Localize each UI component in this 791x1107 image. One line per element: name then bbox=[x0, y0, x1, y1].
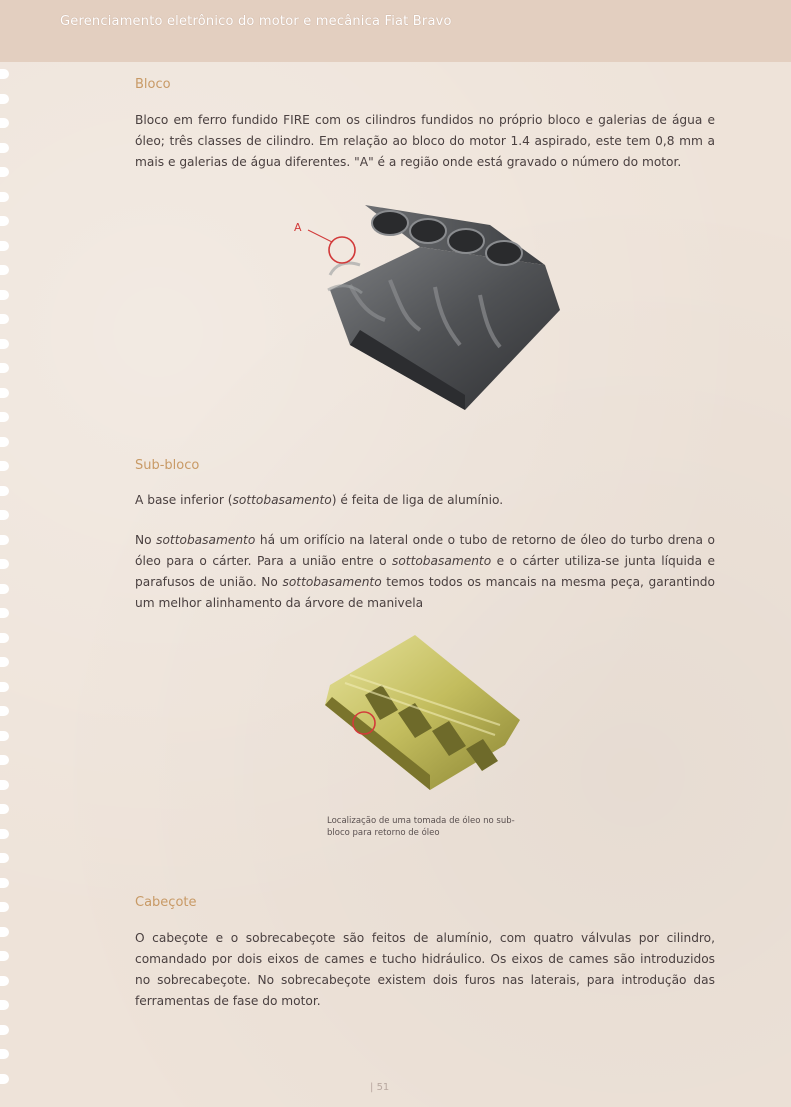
binder-hole bbox=[0, 290, 9, 300]
binder-hole bbox=[0, 339, 9, 349]
callout-line-a bbox=[308, 230, 332, 242]
binder-hole bbox=[0, 241, 9, 251]
section-title-bloco: Bloco bbox=[135, 77, 171, 92]
binder-hole bbox=[0, 510, 9, 520]
binder-hole bbox=[0, 167, 9, 177]
binder-hole bbox=[0, 633, 9, 643]
binder-hole bbox=[0, 363, 9, 373]
binder-hole bbox=[0, 1074, 9, 1084]
header-title: Gerenciamento eletrônico do motor e mecânica Fiat Bravo bbox=[60, 14, 452, 29]
binder-hole bbox=[0, 535, 9, 545]
binder-hole bbox=[0, 143, 9, 153]
binder-hole bbox=[0, 461, 9, 471]
binder-hole bbox=[0, 314, 9, 324]
section-title-cabecote: Cabeçote bbox=[135, 895, 197, 910]
binder-hole bbox=[0, 584, 9, 594]
binder-hole bbox=[0, 388, 9, 398]
binder-hole bbox=[0, 118, 9, 128]
binder-hole bbox=[0, 706, 9, 716]
binder-hole bbox=[0, 216, 9, 226]
binder-hole bbox=[0, 853, 9, 863]
binder-hole bbox=[0, 1000, 9, 1010]
sub-block-figure bbox=[320, 625, 530, 795]
section-title-sub-bloco: Sub-bloco bbox=[135, 458, 200, 473]
binder-hole bbox=[0, 755, 9, 765]
sub-bloco-paragraph-2: No sottobasamento há um orifício na lateral onde o tubo de retorno de óleo do turbo drena o óleo para o cárter. Para a união entre o sottobasamento e o cárter utiliza-se junta líquida e parafusos de união. No sottobasamento temos todos os mancais na mesma peça, garantindo um melhor alinhamento da árvore de manivela bbox=[135, 533, 715, 610]
header-band bbox=[0, 0, 791, 62]
binder-hole bbox=[0, 1049, 9, 1059]
binder-hole bbox=[0, 94, 9, 104]
binder-hole bbox=[0, 559, 9, 569]
binder-hole bbox=[0, 1025, 9, 1035]
page-number: | 51 bbox=[370, 1082, 390, 1093]
binder-hole bbox=[0, 657, 9, 667]
binder-hole bbox=[0, 878, 9, 888]
binder-hole bbox=[0, 731, 9, 741]
binder-hole bbox=[0, 682, 9, 692]
bloco-paragraph: Bloco em ferro fundido FIRE com os cilindros fundidos no próprio bloco e galerias de água e óleo; três classes de cilindro. Em relação ao bloco do motor 1.4 aspirado, este tem 0,8 mm a mais e galerias de água diferentes. "A" é a região onde está gravado o número do motor. bbox=[135, 113, 715, 169]
binder-hole bbox=[0, 265, 9, 275]
engine-block-figure bbox=[290, 195, 560, 415]
binder-hole bbox=[0, 804, 9, 814]
binder-hole bbox=[0, 69, 9, 79]
binder-hole bbox=[0, 608, 9, 618]
binder-hole bbox=[0, 829, 9, 839]
binder-hole bbox=[0, 437, 9, 447]
sub-bloco-caption: Localização de uma tomada de óleo no sub-bloco para retorno de óleo bbox=[327, 816, 515, 838]
binder-hole bbox=[0, 486, 9, 496]
binder-hole bbox=[0, 927, 9, 937]
binder-hole bbox=[0, 412, 9, 422]
binder-hole bbox=[0, 951, 9, 961]
engine-block-image bbox=[328, 205, 560, 410]
binder-hole bbox=[0, 780, 9, 790]
sub-bloco-paragraph-1: A base inferior (sottobasamento) é feita de liga de alumínio. bbox=[135, 493, 504, 507]
highlight-circle-a bbox=[329, 237, 355, 263]
sub-block-image bbox=[325, 635, 520, 790]
binder-hole bbox=[0, 192, 9, 202]
binder-holes bbox=[0, 20, 10, 1100]
cabecote-paragraph: O cabeçote e o sobrecabeçote são feitos de alumínio, com quatro válvulas por cilindro, comandado por dois eixos de cames e tucho hidráulico. Os eixos de cames são introduzidos no sobrecabeçote. No sobrecabeçote existem dois furos nas laterais, para introdução das ferramentas de fase do motor. bbox=[135, 931, 715, 1008]
binder-hole bbox=[0, 976, 9, 986]
figure-label-a: A bbox=[294, 221, 302, 234]
binder-hole bbox=[0, 902, 9, 912]
